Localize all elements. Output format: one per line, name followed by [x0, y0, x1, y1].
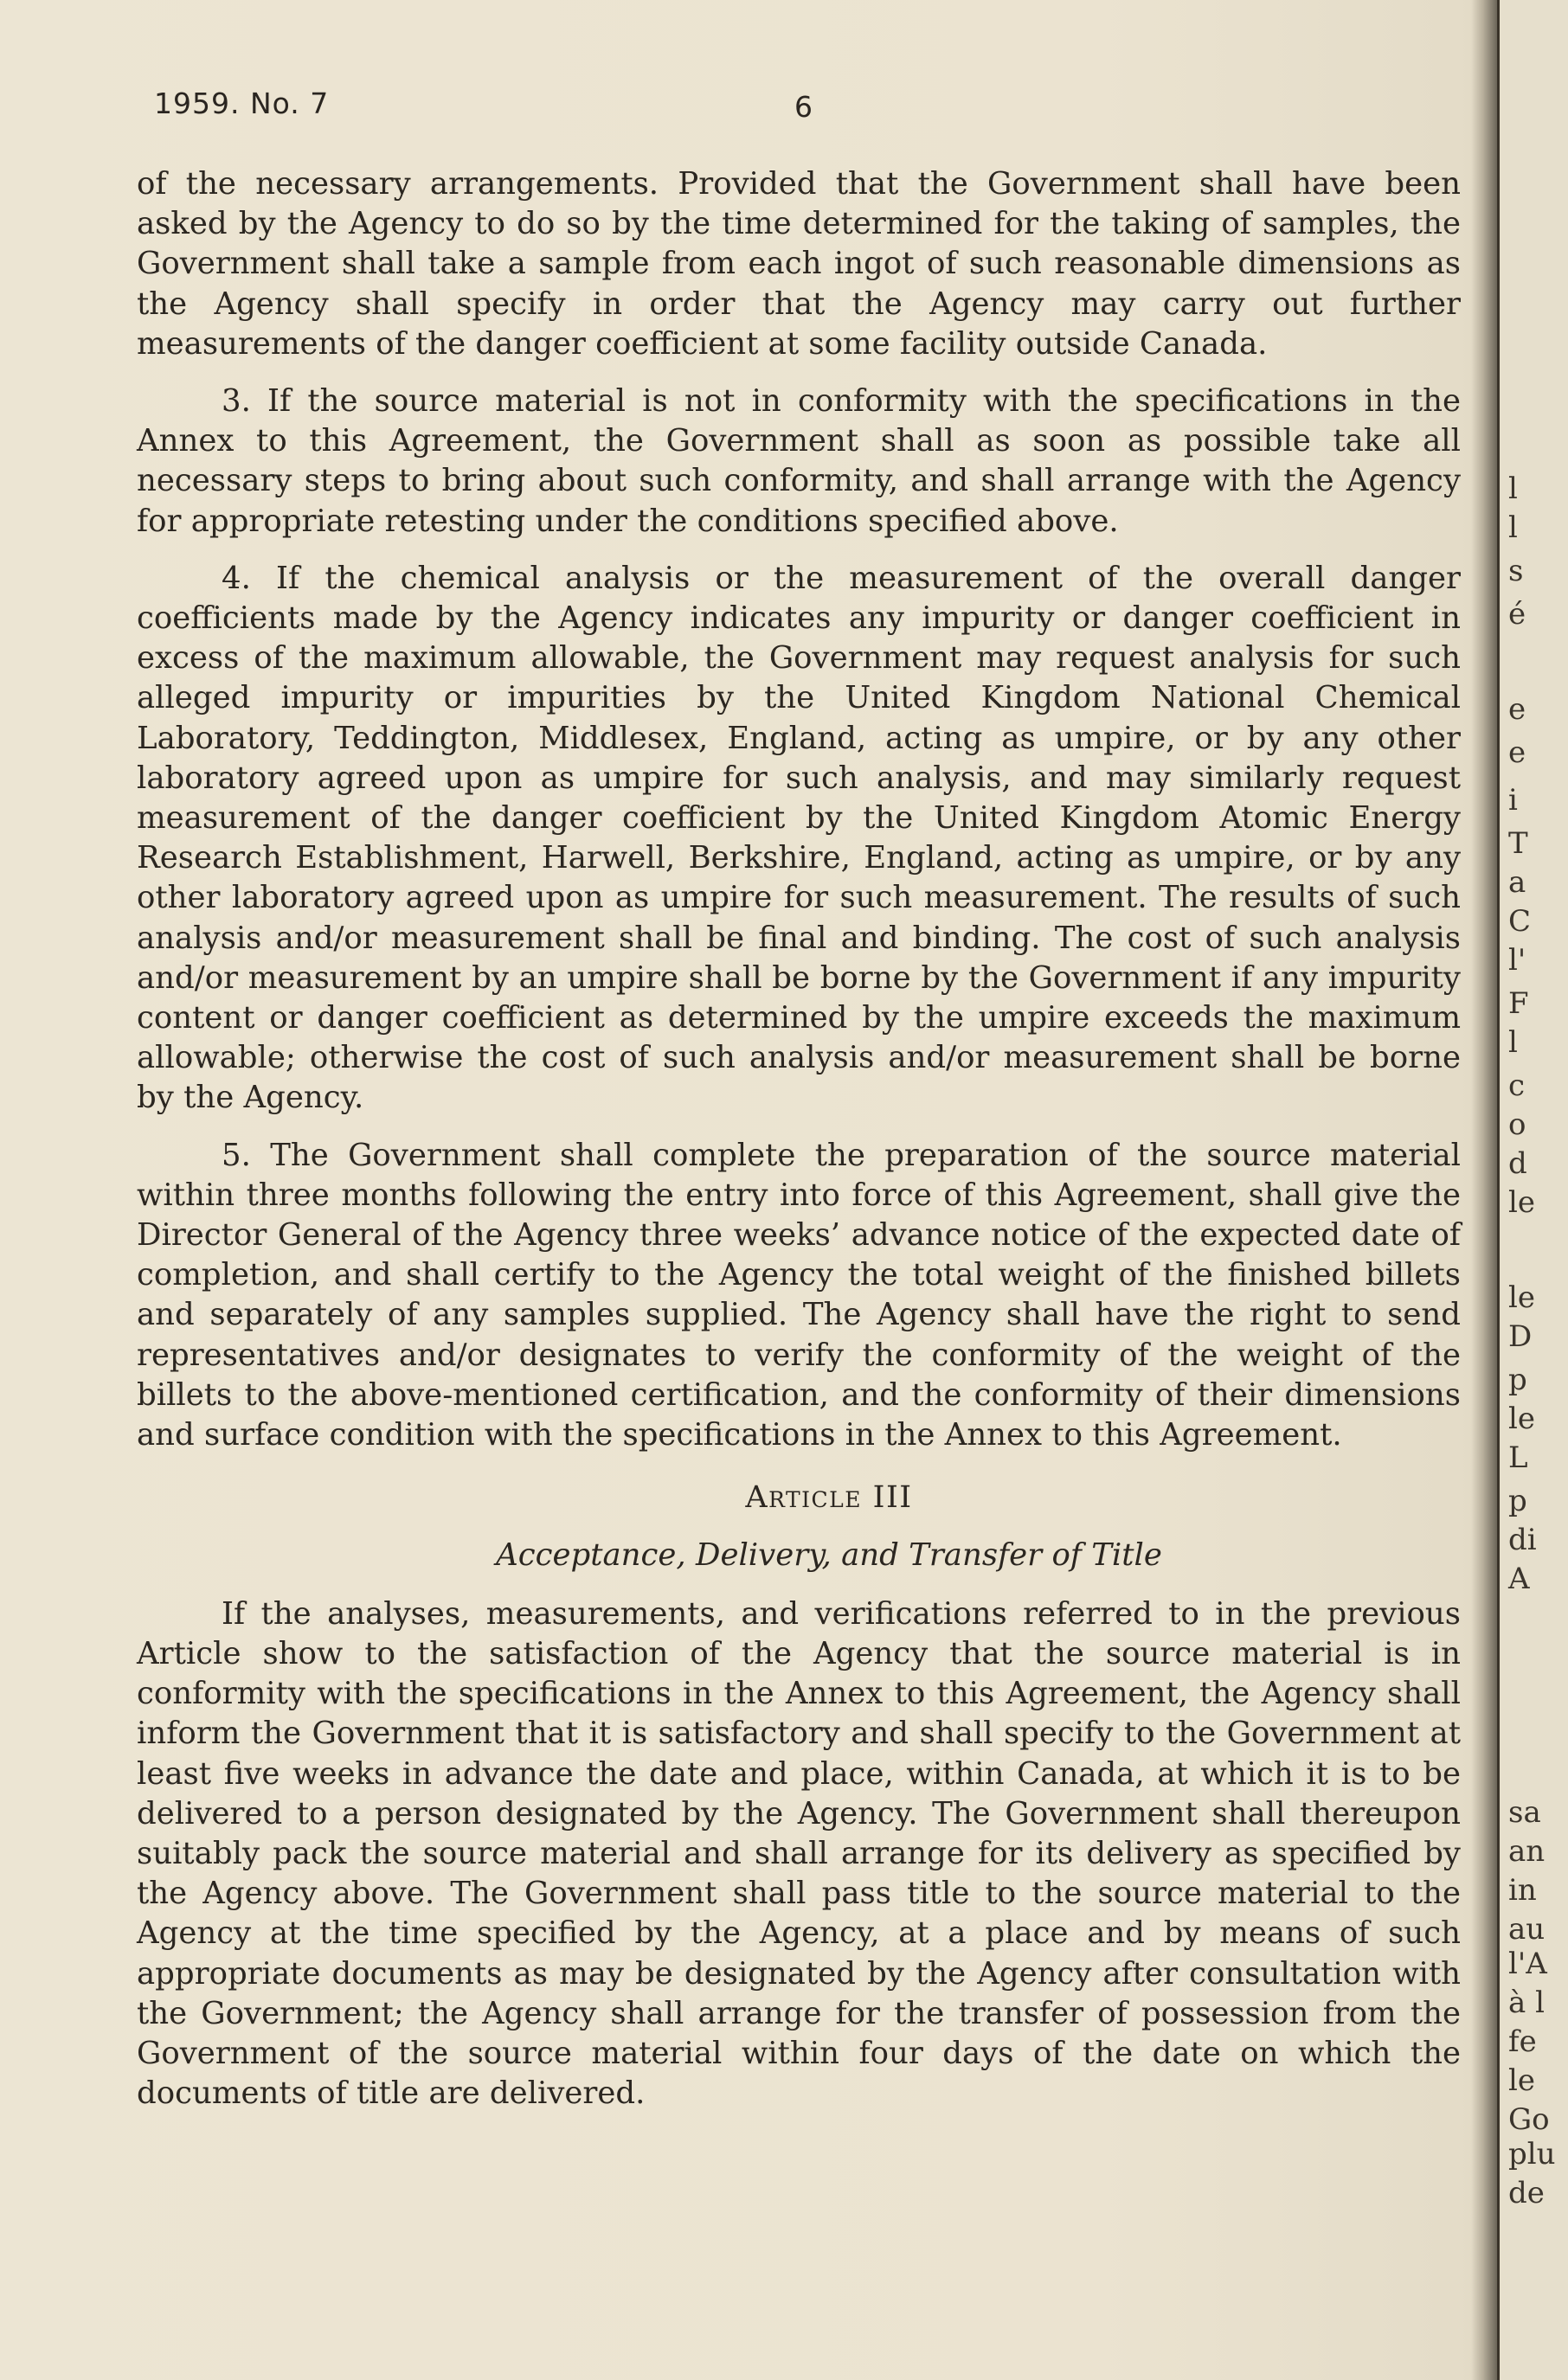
facing-page-fragment: au: [1508, 1912, 1546, 1947]
facing-page-fragment: l: [1508, 510, 1518, 545]
facing-page-fragment: i: [1508, 783, 1518, 818]
facing-page-fragment: F: [1508, 986, 1529, 1021]
body-text: [137, 164, 1461, 2131]
facing-page-fragment: c: [1508, 1068, 1526, 1103]
facing-page-fragment: di: [1508, 1523, 1537, 1557]
facing-page-fragment: le: [1508, 1280, 1535, 1315]
page-number: 6: [794, 90, 813, 124]
facing-page-fragment: plu: [1508, 2137, 1556, 2172]
facing-page-fragment: A: [1508, 1562, 1530, 1596]
facing-page-fragment: de: [1508, 2176, 1545, 2210]
facing-page-edge: [1497, 0, 1568, 2380]
facing-page-fragment: le: [1508, 2063, 1535, 2098]
facing-page-fragment: le: [1508, 1402, 1535, 1436]
facing-page-fragment: an: [1508, 1834, 1546, 1869]
header-citation: 1959. No. 7: [154, 87, 330, 120]
paragraph-4: 4. If the chemical analysis or the measurement of the overall danger coefficients made by the Agency indicates any impurity or danger coefficient in excess of the maximum allowable, the Government may request analysis for such alleged impurity or impurities by the United Kingdom National Chemical Laboratory, Teddington, Middlesex, England, acting as umpire, or by any other laboratory agreed upon as umpire for such analysis, and may similarly request measurement of the danger coefficient by the United Kingdom Atomic Energy Research Establishment, Harwell, Berkshire, England, acting as umpire, or by any other laboratory agreed upon as umpire for such measurement. The results of such analysis and/or measurement shall be final and binding. The cost of such analysis and/or measurement by an umpire shall be borne by the Government if any impurity content or danger coefficient as determined by the umpire exceeds the maximum allowable; otherwise the cost of such analysis and/or measurement shall be borne by the Agency.: [137, 560, 1461, 1116]
running-head: [154, 87, 1469, 138]
paragraph-article-3: If the analyses, measurements, and verifications referred to in the previous Article show to the satisfaction of the Agency that the source material is in conformity with the specifications in the Annex to this Agreement, the Agency shall inform the Government that it is satisfactory and shall specify to the Government at least five weeks in advance the date and place, within Canada, at which it is to be delivered to a person designated by the Agency. The Government shall thereupon suitably pack the source material and shall arrange for its delivery as specified by the Agency above. The Government shall pass title to the source material to the Agency at the time specified by the Agency, at a place and by means of such appropriate documents as may be designated by the Agency after consultation with the Government; the Agency shall arrange for the transfer of possession from the Government of the source material within four days of the date on which the documents of title are delivered.: [137, 1595, 1461, 2112]
facing-page-fragment: e: [1508, 692, 1526, 727]
facing-page-fragment: l: [1508, 472, 1518, 506]
facing-page-fragment: o: [1508, 1107, 1526, 1142]
facing-page-fragment: d: [1508, 1146, 1527, 1181]
book-gutter-shadow: [1471, 0, 1497, 2380]
facing-page-fragment: s: [1508, 554, 1524, 588]
facing-page-fragment: l': [1508, 943, 1526, 978]
article-subheading: Acceptance, Delivery, and Transfer of Title: [496, 1536, 1162, 1573]
facing-page-fragment: L: [1508, 1440, 1528, 1475]
paragraph-5: 5. The Government shall complete the preparation of the source material within three months following the entry into force of this Agreement, shall give the Director General of the Agency three weeks’ advance notice of the expected date of completion, and shall certify to the Agency the total weight of the finished billets and separately of any samples supplied. The Agency shall have the right to send representatives and/or designates to verify the conformity of the weight of the billets to the above-mentioned certification, and the conformity of their dimensions and surface condition with the specifications in the Annex to this Agreement.: [137, 1137, 1461, 1453]
facing-page-fragment: D: [1508, 1319, 1533, 1354]
facing-page-fragment: à l: [1508, 1985, 1545, 2020]
facing-page-fragment: C: [1508, 904, 1532, 939]
facing-page-fragment: é: [1508, 597, 1526, 632]
facing-page-fragment: l'A: [1508, 1947, 1547, 1981]
facing-page-fragment: p: [1508, 1363, 1527, 1397]
facing-page-fragment: p: [1508, 1484, 1527, 1518]
article-heading: Article III: [745, 1480, 913, 1516]
facing-page-fragment: Go: [1508, 2102, 1550, 2137]
facing-page-fragment: sa: [1508, 1795, 1541, 1830]
facing-page-fragment: e: [1508, 735, 1526, 770]
facing-page-fragment: a: [1508, 865, 1526, 900]
facing-page-fragment: le: [1508, 1185, 1535, 1220]
facing-page-fragment: T: [1508, 826, 1528, 861]
facing-page-fragment: fe: [1508, 2024, 1537, 2059]
facing-page-fragment: l: [1508, 1025, 1518, 1060]
paragraph-3: 3. If the source material is not in conformity with the specifications in the Annex to this Agreement, the Government shall as soon as possible take all necessary steps to bring about such conformity, and shall arrange with the Agency for appropriate retesting under the conditions specified above.: [137, 383, 1461, 539]
paragraph-continuation: of the necessary arrangements. Provided that the Government shall have been asked by the Agency to do so by the time determined for the taking of samples, the Government shall take a sample from each ingot of such reasonable dimensions as the Agency shall specify in order that the Agency may carry out further measurements of the danger coefficient at some facility outside Canada.: [137, 166, 1461, 362]
facing-page-fragment: in: [1508, 1873, 1537, 1908]
